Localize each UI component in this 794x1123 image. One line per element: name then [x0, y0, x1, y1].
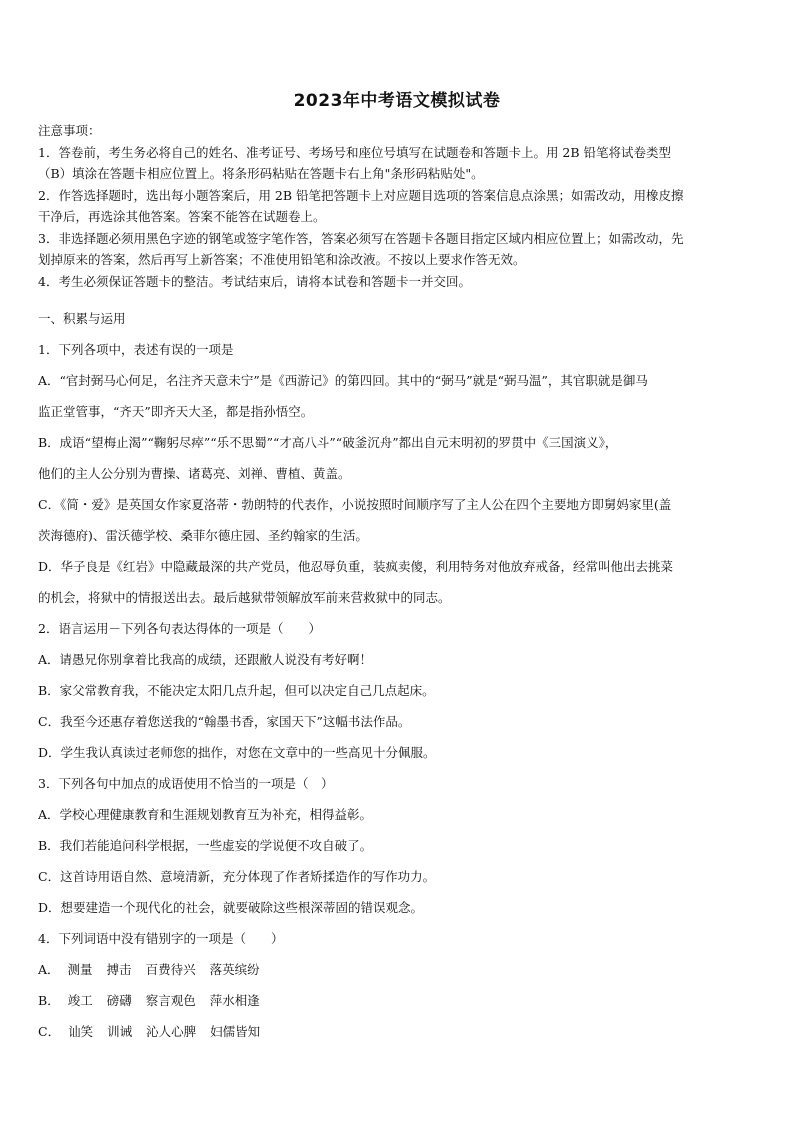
question-1-text: C．《简・爱》是英国女作家夏洛蒂・勃朗特的代表作，小说按照时间顺序写了主人公在四个主要地方即舅妈家里(盖: [38, 497, 672, 512]
notice-block: [38, 120, 758, 292]
option-word: 察言观色: [145, 993, 196, 1008]
option-word: 落英缤纷: [209, 962, 260, 977]
option-word: 沁人心脾: [146, 1024, 197, 1039]
exam-title: 2023年中考语文模拟试卷: [293, 91, 501, 111]
question-2-option: C．我至今还惠存着您送我的“翰墨书香，家国天下”这幅书法作品。: [38, 714, 411, 729]
question-2-option: A．请愚兄你别拿着比我高的成绩，还跟敝人说没有考好啊！: [38, 652, 373, 667]
option-label: B．: [38, 993, 60, 1008]
option-word: 竣工: [67, 993, 93, 1008]
option-word: 讪笑: [68, 1024, 94, 1039]
notice-line: 干净后，再选涂其他答案。答案不能答在试题卷上。: [38, 209, 326, 224]
notice-heading: 注意事项：: [38, 123, 101, 138]
question-1-text: 他们的主人公分别为曹操、诸葛亮、刘禅、曹植、黄盖。: [38, 466, 351, 481]
question-4-option: [38, 954, 758, 985]
question-1-stem: 1．下列各项中，表述有误的一项是: [38, 342, 234, 357]
question-4-option: [38, 1016, 758, 1047]
notice-line: 1．答卷前，考生务必将自己的姓名、准考证号、考场号和座位号填写在试题卷和答题卡上。用 2B 铅笔将试卷类型: [38, 144, 672, 160]
question-2-option: B．家父常教育我，不能决定太阳几点升起，但可以决定自己几点起床。: [38, 683, 435, 698]
option-word: 磅礴: [106, 993, 132, 1008]
option-label: C．: [38, 1024, 61, 1039]
notice-line: 4．考生必须保证答题卡的整洁。考试结束后，请将本试卷和答题卡一并交回。: [38, 273, 471, 289]
option-word: 搏击: [106, 962, 132, 977]
question-3-option: D．想要建造一个现代化的社会，就要破除这些根深蒂固的错误观念。: [38, 900, 424, 915]
option-word: 妇儒皆知: [210, 1024, 261, 1039]
question-1-text: 的机会，将狱中的情报送出去。最后越狱带领解放军前来营救狱中的同志。: [38, 590, 451, 605]
option-word: 训诫: [107, 1024, 133, 1039]
question-1-text: 茨海德府)、雷沃德学校、桑菲尔德庄园、圣约翰家的生活。: [38, 528, 368, 543]
notice-line: （B）填涂在答题卡相应位置上。将条形码粘贴在答题卡右上角"条形码粘贴处"。: [38, 166, 484, 181]
option-word: 萍水相逢: [209, 993, 260, 1008]
questions-block: [38, 303, 758, 1047]
question-1-text: B．成语“望梅止渴”“鞠躬尽瘁”“乐不思蜀”“才高八斗”“破釜沉舟”都出自元末明初的罗贯中《三国演义》，: [38, 435, 618, 450]
notice-line: 3．非选择题必须用黑色字迹的钢笔或签字笔作答，答案必须写在答题卡各题目指定区域内相应位置上；如需改动，先: [38, 230, 684, 246]
option-word: 百费待兴: [145, 962, 196, 977]
option-label: A．: [38, 962, 60, 977]
notice-line: 划掉原来的答案，然后再写上新答案；不准使用铅笔和涂改液。不按以上要求作答无效。: [38, 252, 526, 267]
question-4-option: [38, 985, 758, 1016]
question-4-stem: 4．下列词语中没有错别字的一项是（ ）: [38, 931, 284, 946]
question-3-stem: 3．下列各句中加点的成语使用不恰当的一项是（ ）: [38, 776, 334, 791]
notice-line: 2．作答选择题时，选出每小题答案后，用 2B 铅笔把答题卡上对应题目选项的答案信息点涂黑；如需改动，用橡皮擦: [38, 187, 684, 203]
question-2-option: D．学生我认真读过老师您的拙作，对您在文章中的一些高见十分佩服。: [38, 745, 436, 760]
section-heading: 一、积累与运用: [38, 311, 126, 326]
option-word: 测量: [67, 962, 93, 977]
question-1-text: D．华子良是《红岩》中隐藏最深的共产党员，他忍辱负重，装疯卖傻，利用特务对他放弃戒备，经常叫他出去挑菜: [38, 559, 674, 574]
question-1-text: 监正堂管事，“齐天”即齐天大圣，都是指孙悟空。: [38, 404, 314, 419]
question-2-stem: 2．语言运用－下列各句表达得体的一项是（ ）: [38, 621, 321, 636]
question-3-option: C．这首诗用语自然、意境清新，充分体现了作者矫揉造作的写作功力。: [38, 869, 436, 884]
question-3-option: B．我们若能追问科学根据，一些虚妄的学说便不攻自破了。: [38, 838, 373, 853]
question-1-text: A．“官封弼马心何足，名注齐天意未宁”是《西游记》的第四回。其中的“弼马”就是“弼马温”，其官职就是御马: [38, 373, 648, 388]
question-3-option: A．学校心理健康教育和生涯规划教育互为补充，相得益彰。: [38, 807, 373, 822]
